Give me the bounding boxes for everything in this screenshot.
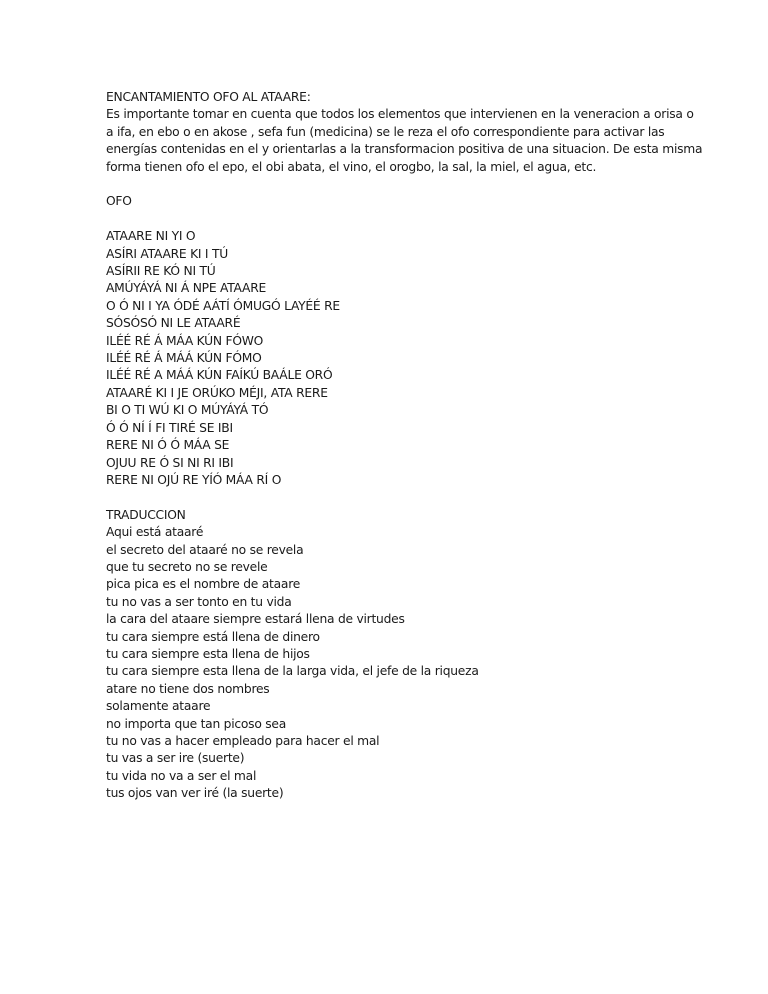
traduccion-line: tu cara siempre esta llena de hijos <box>106 646 310 661</box>
traduccion-line: Aqui está ataaré <box>106 525 204 540</box>
ofo-line: AMÚYÁYÁ NI Á NPE ATAARE <box>106 281 267 296</box>
traduccion-line: tus ojos van ver iré (la suerte) <box>106 786 284 801</box>
document-page <box>106 89 706 803</box>
ofo-line: ILÉÉ RÉ Á MÁÁ KÚN FÓMO <box>106 351 262 366</box>
traduccion-line: que tu secreto no se revele <box>106 559 268 574</box>
ofo-line: ILÉÉ RÉ A MÁÁ KÚN FAÍKÚ BAÁLE ORÓ <box>106 368 333 383</box>
spacer <box>106 176 706 193</box>
traduccion-line: tu vas a ser ire (suerte) <box>106 751 245 766</box>
ofo-line: ATAARÉ KI I JE ORÚKO MÉJI, ATA RERE <box>106 385 328 400</box>
ofo-line: ATAARE NI YI O <box>106 229 196 244</box>
traduccion-line: tu cara siempre esta llena de la larga vida, el jefe de la riqueza <box>106 664 479 679</box>
ofo-line: ASÍRII RE KÓ NI TÚ <box>106 264 216 279</box>
traduccion-line: no importa que tan picoso sea <box>106 716 287 731</box>
ofo-heading: OFO <box>106 194 132 209</box>
ofo-line: Ó Ó NÍ Í FI TIRÉ SE IBI <box>106 420 233 435</box>
spacer <box>106 489 706 506</box>
traduccion-line: solamente ataare <box>106 699 211 714</box>
traduccion-line: la cara del ataare siempre estará llena de virtudes <box>106 612 405 627</box>
intro-line: energías contenidas en el y orientarlas a la transformacion positiva de una situacion. De esta misma <box>106 142 703 157</box>
ofo-line: OJUU RE Ó SI NI RI IBI <box>106 455 234 470</box>
ofo-line: RERE NI Ó Ó MÁA SE <box>106 438 230 453</box>
traduccion-line: tu vida no va a ser el mal <box>106 768 257 783</box>
ofo-line: SÓSÓSÓ NI LE ATAARÉ <box>106 316 241 331</box>
document-title: ENCANTAMIENTO OFO AL ATAARE: <box>106 90 311 104</box>
spacer <box>106 211 706 228</box>
traduccion-line: atare no tiene dos nombres <box>106 681 270 696</box>
ofo-verses <box>106 228 706 489</box>
intro-line: forma tienen ofo el epo, el obi abata, el vino, el orogbo, la sal, la miel, el agua, etc. <box>106 159 597 174</box>
ofo-line: BI O TI WÚ KI O MÚYÁYÁ TÓ <box>106 403 269 418</box>
intro-paragraph <box>106 106 706 176</box>
intro-line: a ifa, en ebo o en akose , sefa fun (medicina) se le reza el ofo correspondiente para activar las <box>106 124 665 139</box>
traduccion-line: pica pica es el nombre de ataare <box>106 577 301 592</box>
ofo-line: ASÍRI ATAARE KI I TÚ <box>106 246 228 261</box>
traduccion-line: tu cara siempre está llena de dinero <box>106 629 320 644</box>
traduccion-line: tu no vas a hacer empleado para hacer el mal <box>106 733 380 748</box>
traduccion-line: el secreto del ataaré no se revela <box>106 542 304 557</box>
ofo-line: O Ó NI I YA ÓDÉ AÁTÍ ÓMUGÓ LAYÉÉ RE <box>106 298 340 313</box>
traduccion-verses <box>106 524 706 803</box>
ofo-line: ILÉÉ RÉ Á MÁA KÚN FÓWO <box>106 333 264 348</box>
traduccion-heading: TRADUCCION <box>106 507 186 522</box>
intro-line: Es importante tomar en cuenta que todos los elementos que intervienen en la veneracion a orisa o <box>106 107 694 122</box>
ofo-line: RERE NI OJÚ RE YÍÓ MÁA RÍ O <box>106 472 282 487</box>
traduccion-line: tu no vas a ser tonto en tu vida <box>106 594 292 609</box>
